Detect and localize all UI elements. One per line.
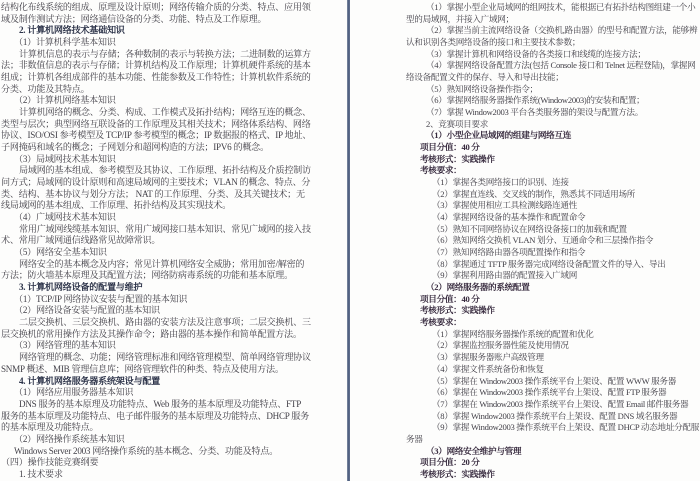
text-line: 项目分值：40 分 [420, 142, 480, 153]
page-right-scan [406, 2, 700, 480]
text-line: 组成；计算机各组成部件的基本功能、性能参数及工作特性；计算机软件系统的 [1, 72, 311, 83]
text-line: （2）网络设备安装与配置的基本知识 [14, 305, 160, 316]
text-line: （9）掌握利用路由器的配置接入广域网 [432, 270, 577, 281]
text-line: （2）掌握监控服务器性能及使用情况 [432, 340, 569, 351]
text-line: 结构化布线系统的组成、原理及设计原则；网络传输介质的分类、特点、应用领 [1, 2, 311, 12]
text-line: 认和识别各类网络设备的接口和主要技术参数； [406, 37, 581, 48]
text-line: （1）小型企业局域网的组建与网络互连 [426, 130, 571, 141]
text-line: 常用广域网线缆基本知识、常用广域网接口基本知识、常见广域网的接入技 [19, 223, 311, 234]
text-line: 网络管理的概念、功能；网络管理标准和网络管理模型、简单网络管理协议 [19, 352, 311, 363]
text-line: 考核形式：实践操作 [420, 305, 495, 316]
text-line: 二层交换机、三层交换机、路由器的安装方法及注意事项；二层交换机、三 [19, 317, 311, 328]
text-line: （5）熟知网络设备操作指令； [426, 83, 538, 94]
text-line: 域及制作测试方法；网络通信设备的分类、功能、特点及工作原理。 [1, 13, 267, 24]
text-line: （1）掌握小型企业局域网的组网技术，能根据已有拓扑结构图组建一个小 [426, 2, 696, 12]
text-line: 类型与层次；典型网络互联设备的工作原理及其相关技术；网络体系结构、网络 [1, 118, 311, 129]
text-line: 计算机信息的表示与存储；各种数制的表示与转换方法；二进制数的运算方 [19, 48, 311, 59]
text-line: （1）TCP/IP 网络协议安装与配置的基本知识 [14, 293, 188, 304]
text-line: 类、结构、基本协议与划分方法； NAT 的工作原理、分类、及其关键技术；无 [1, 188, 305, 199]
text-line: 层交换机的常用操作方法及其操作命令；路由器的基本操作和简单配置方法。 [1, 328, 302, 339]
text-line: 考核形式：实践操作 [420, 153, 495, 164]
text-line: 务器 [406, 433, 423, 444]
text-line: 2、竞赛项目要求 [426, 118, 489, 129]
text-line: （4）掌握网络设备的基本操作和配置命令 [432, 212, 586, 223]
text-line: （3）掌握计算机和网络设备的各类接口和线缆的连接方法； [426, 48, 646, 59]
text-line: （3）掌握服务器账户高级管理 [432, 352, 544, 363]
text-line: （1）网络应用服务器基本知识 [14, 387, 134, 398]
text-line: 网络安全的基本概念及内容；常见计算机网络安全威胁；常用加密/解密的 [19, 258, 305, 269]
text-line: 服务的基本原理及功能特点、电子邮件服务的基本原理及功能特点、DHCP 服务 [1, 410, 309, 421]
text-line: （2）掌握当前主流网络设备（交换机,路由器）的型号和配置方法，能够辨 [426, 25, 698, 36]
text-line: 4. 计算机网络服务器系统架设与配置 [19, 375, 161, 386]
text-line: 局域网的基本组成、参考模型及其协议、工作原理、拓扑结构及介质控制访 [19, 165, 311, 176]
text-line: （1）掌握网络服务器操作系统的配置和优化 [432, 328, 594, 339]
text-line: 型的局域网，并接入广域网； [406, 13, 514, 24]
text-line: 1. 技术要求 [19, 468, 63, 479]
text-line: （4）掌握文件系统备份和恢复 [432, 363, 544, 374]
text-line: （6）掌握网络服务器操作系统(Window2003)的安装和配置； [426, 95, 645, 106]
text-line: （3）网络安全维护与管理 [426, 445, 522, 456]
text-line: （5）熟知不同网络协议在网络设备接口的加载和配置 [432, 223, 627, 234]
text-line: 方法；防火墙基本原理及其配置方法；网络防病毒系统的功能和基本原理。 [1, 270, 293, 281]
text-line: （3）网络管理的基本知识 [14, 340, 116, 351]
text-line: 项目分值：40 分 [420, 293, 480, 304]
page-left-scan [1, 2, 346, 480]
text-line: （4）广域网技术基本知识 [14, 212, 116, 223]
text-line: （2）网络服务器的系统配置 [426, 282, 530, 293]
text-line: （四）操作技能竞赛纲要 [1, 457, 99, 468]
text-line: 分类、功能及其特点。 [1, 83, 90, 94]
text-line: （7）熟知网络路由器各项配置操作和指令 [432, 247, 586, 258]
text-line: 络设备配置文件的保存、导入和导出技能； [406, 72, 564, 83]
text-line: （2）掌握直连线、交叉线的制作，熟悉其不同适用场所 [432, 188, 636, 199]
text-line: （1）计算机科学基本知识 [14, 37, 116, 48]
text-line: 法；非数值信息的表示与存储；计算机结构及工作原理；计算机硬件系统的基本 [1, 60, 311, 71]
text-line: （8）掌握 Window2003 操作系统平台上架设、配置 DNS 域名服务器 [432, 410, 678, 421]
text-line: （9）掌握 Window2003 操作系统平台上架设、配置 DHCP 动态地址分配服 [432, 422, 699, 433]
text-line: （6）掌握在 Window2003 操作系统平台上架设、配置 FTP 服务器 [432, 387, 667, 398]
text-line: 计算机网络的概念、分类、构成、工作模式及拓扑结构；网络互连的概念、 [19, 107, 311, 118]
text-line: DNS 服务的基本原理及功能特点、Web 服务的基本原理及功能特点、FTP [19, 398, 302, 409]
text-line: SNMP 概述、MIB 管理信息库；网络管理软件的种类、特点及使用方法。 [1, 363, 284, 374]
text-line: 术、常用广域网通信线路常见故障常识。 [1, 235, 161, 246]
text-line: 考核形式：实践操作 [420, 468, 495, 479]
text-line: （5）掌握在 Window2003 操作系统平台上架设、配置 WWW 服务器 [432, 375, 676, 386]
text-line: Windows Server 2003 网络操作系统的基本概念、分类、功能及特点。 [14, 445, 278, 456]
text-line: （5）网络安全基本知识 [14, 247, 107, 258]
text-line: （2）网络操作系统基本知识 [14, 433, 125, 444]
text-line: （2）计算机网络基本知识 [14, 95, 116, 106]
text-line: 子网掩码和域名的概念；子网划分和超网构造的方法；IPV6 的概念。 [1, 142, 269, 153]
text-line: 考核要求： [420, 317, 462, 328]
text-line: 2. 计算机网络技术基础知识 [19, 25, 125, 36]
text-line: （7）掌握 Window2003 平台各类服务器的架设与配置方法。 [426, 107, 644, 118]
text-line: 协议、ISO/OSI 参考模型及 TCP/IP 参考模型的概念；IP 数据报的格式、IP 地址、 [1, 130, 312, 141]
text-line: 考核要求： [420, 165, 462, 176]
text-line: 问方式；局域网的设计原则和高速局域网的主要技术；VLAN 的概念、特点、分 [1, 177, 311, 188]
text-line: （4）掌握网络设备配置方法(包括 Console 接口和 Telnet 远程登陆)，掌握网 [426, 60, 696, 71]
text-line: 3. 计算机网络设备的配置与维护 [19, 282, 143, 293]
text-line: （8）掌握通过 TFTP 服务器完成网络设备配置文件的导入、导出 [432, 258, 666, 269]
page-divider [347, 0, 350, 481]
text-line: （6）熟知网络交换机 VLAN 划分、互通命令和三层操作指令 [432, 235, 654, 246]
text-line: 项目分值：20 分 [420, 457, 480, 468]
text-line: 的基本原理及功能特点。 [1, 422, 99, 433]
text-line: （1）掌握各类网络接口的识别、连接 [432, 177, 569, 188]
text-line: （3）局域网技术基本知识 [14, 153, 116, 164]
text-line: （7）掌握在 Window2003 操作系统平台上架设、配置 Email 邮件服务器 [432, 398, 689, 409]
text-line: （3）掌握使用相应工具检测线路连通性 [432, 200, 577, 211]
text-line: 线局域网的基本组成、工作原理、拓扑结构及其实现技术。 [1, 200, 231, 211]
